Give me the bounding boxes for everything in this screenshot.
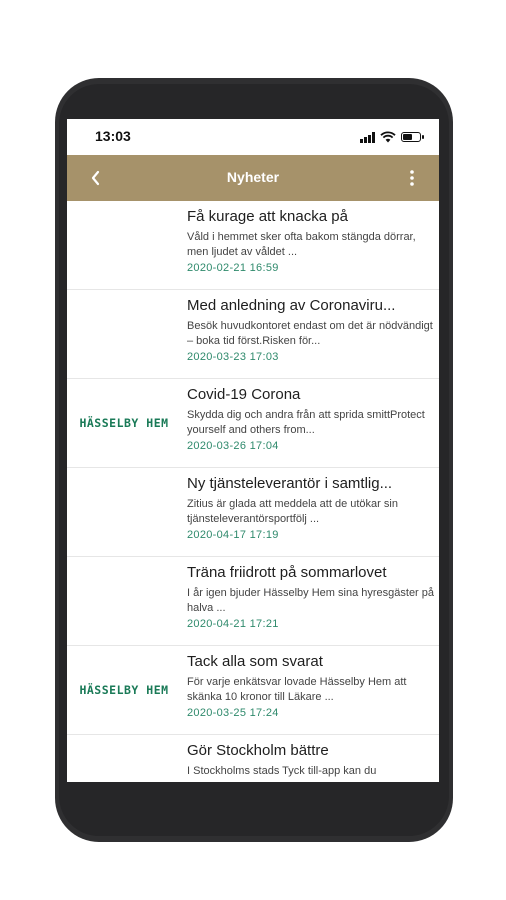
news-summary: Besök huvudkontoret endast om det är nödvändigt – boka tid först.Risken för... <box>187 320 433 347</box>
news-date: 2020-03-26 17:04 <box>187 440 279 452</box>
status-bar <box>67 119 439 155</box>
news-summary: I Stockholms stads Tyck till-app kan du <box>187 765 377 777</box>
news-summary: Våld i hemmet sker ofta bakom stängda dörrar, men ljudet av våldet ... <box>187 231 416 258</box>
news-title: Ny tjänsteleverantör i samtlig... <box>187 475 393 492</box>
news-date: 2020-03-23 17:03 <box>187 351 279 363</box>
news-title: Gör Stockholm bättre <box>187 742 329 759</box>
news-date: 2020-03-25 17:24 <box>187 707 279 719</box>
app-bar <box>67 155 439 201</box>
news-date: 2020-04-21 17:21 <box>187 618 279 630</box>
news-thumbnail <box>67 379 181 467</box>
more-options-button[interactable] <box>397 163 427 193</box>
news-thumbnail <box>67 557 181 645</box>
news-title: Träna friidrott på sommarlovet <box>187 564 387 581</box>
news-item[interactable] <box>67 379 439 468</box>
news-item[interactable] <box>67 735 439 782</box>
wifi-icon <box>380 131 396 143</box>
news-thumbnail <box>67 201 181 289</box>
news-item[interactable] <box>67 646 439 735</box>
news-summary: Skydda dig och andra från att sprida smittProtect yourself and others from... <box>187 409 425 436</box>
news-title: Med anledning av Coronaviru... <box>187 297 396 314</box>
status-time: 13:03 <box>95 128 131 144</box>
app-screen <box>67 119 439 782</box>
news-summary: I år igen bjuder Hässelby Hem sina hyresgäster på halva ... <box>187 587 435 614</box>
status-icons <box>360 130 421 144</box>
news-list <box>67 201 439 782</box>
news-summary: För varje enkätsvar lovade Hässelby Hem att skänka 10 kronor till Läkare ... <box>187 676 407 703</box>
news-title: Covid-19 Corona <box>187 386 301 403</box>
news-date: 2020-04-17 17:19 <box>187 529 279 541</box>
hasselby-hem-logo: HÄSSELBY HEM <box>79 683 169 697</box>
news-thumbnail <box>67 646 181 734</box>
news-date: 2020-02-21 16:59 <box>187 262 279 274</box>
news-item[interactable] <box>67 290 439 379</box>
news-title: Tack alla som svarat <box>187 653 323 670</box>
news-title: Få kurage att knacka på <box>187 208 348 225</box>
news-thumbnail <box>67 468 181 556</box>
news-item[interactable] <box>67 201 439 290</box>
more-vertical-icon <box>409 169 415 187</box>
hasselby-hem-logo: HÄSSELBY HEM <box>79 416 169 430</box>
news-thumbnail <box>67 290 181 378</box>
battery-icon <box>401 132 421 142</box>
news-item[interactable] <box>67 468 439 557</box>
news-item[interactable] <box>67 557 439 646</box>
signal-icon <box>360 132 375 143</box>
news-summary: Zitius är glada att meddela att de utökar sin tjänsteleverantörsportfölj ... <box>187 498 398 525</box>
news-thumbnail <box>67 735 181 782</box>
page-title: Nyheter <box>226 169 280 185</box>
